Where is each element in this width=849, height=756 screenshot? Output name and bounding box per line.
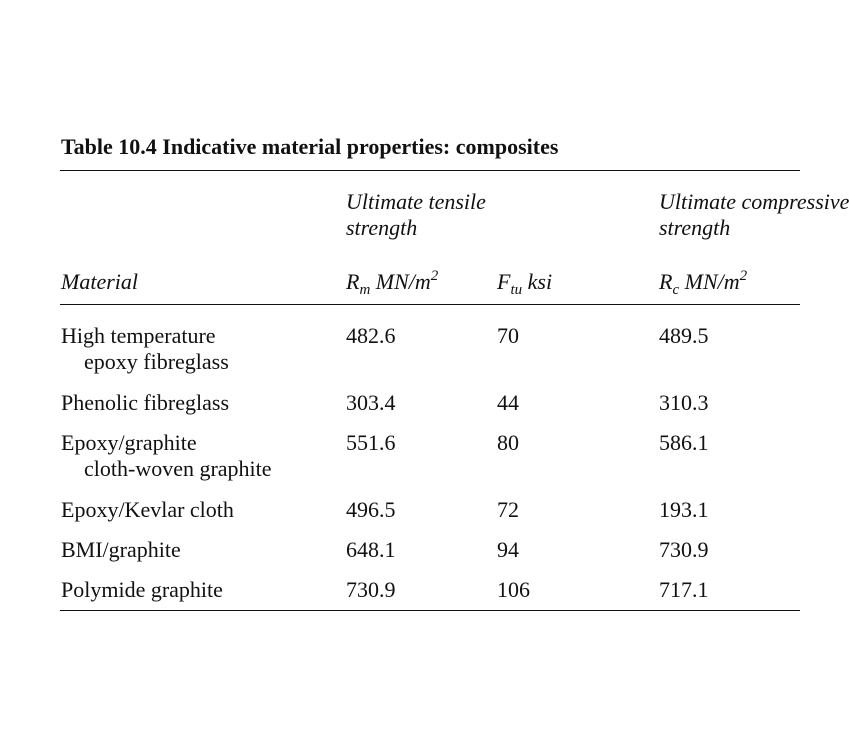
- tensile-group-header: [346, 189, 486, 241]
- compressive-group-header: [659, 189, 849, 241]
- table-cell-ftu: 72: [497, 497, 519, 522]
- table-top-rule: [60, 170, 800, 171]
- ftu-unit: ksi: [522, 269, 553, 294]
- table-cell-ftu: 44: [497, 390, 519, 415]
- table-cell-rc: 730.9: [659, 537, 709, 562]
- ftu-symbol: F: [497, 269, 511, 294]
- table-cell-rm: 648.1: [346, 537, 396, 562]
- compressive-group-header-line-1: Ultimate compressive: [659, 189, 849, 214]
- table-cell-rm: 730.9: [346, 577, 396, 602]
- material-name: Epoxy/Kevlar cloth: [61, 497, 234, 522]
- table-cell-rc: 717.1: [659, 577, 709, 602]
- table-cell-rc: 586.1: [659, 430, 709, 455]
- material-name: High temperature: [61, 323, 216, 348]
- table-row-material: [61, 577, 223, 603]
- rc-column-header: [659, 268, 748, 298]
- tensile-group-header-line-2: strength: [346, 215, 418, 240]
- table-cell-ftu: 106: [497, 577, 530, 602]
- rm-subscript: m: [359, 282, 371, 298]
- material-name: Phenolic fibreglass: [61, 390, 230, 415]
- table-cell-ftu: 80: [497, 430, 519, 455]
- rc-unit: MN/m: [679, 269, 740, 294]
- rm-unit: MN/m: [370, 269, 431, 294]
- table-cell-rc: 193.1: [659, 497, 709, 522]
- rm-column-header: [346, 268, 439, 298]
- ftu-subscript: tu: [510, 282, 523, 298]
- material-name-continued: cloth-woven graphite: [84, 456, 272, 481]
- table-cell-ftu: 94: [497, 537, 519, 562]
- table-cell-rc: 310.3: [659, 390, 709, 415]
- table-header-rule: [60, 304, 800, 305]
- table-cell-ftu: 70: [497, 323, 519, 348]
- table-cell-rm: 303.4: [346, 390, 396, 415]
- table-cell-rc: 489.5: [659, 323, 709, 348]
- rm-superscript: 2: [430, 268, 439, 284]
- material-column-header: Material: [61, 269, 138, 294]
- material-name: Polymide graphite: [61, 577, 223, 602]
- material-name: BMI/graphite: [61, 537, 181, 562]
- table-row-material: [61, 390, 229, 416]
- tensile-group-header-line-1: Ultimate tensile: [346, 189, 486, 214]
- table-bottom-rule: [60, 610, 800, 611]
- table-cell-rm: 482.6: [346, 323, 396, 348]
- table-cell-rm: 551.6: [346, 430, 396, 455]
- compressive-group-header-line-2: strength: [659, 215, 731, 240]
- rc-symbol: R: [659, 269, 673, 294]
- ftu-column-header: [497, 269, 553, 298]
- rc-superscript: 2: [739, 268, 748, 284]
- material-name-continued: epoxy fibreglass: [84, 349, 229, 374]
- rm-symbol: R: [346, 269, 360, 294]
- table-row-material: [61, 537, 181, 563]
- table-caption: Table 10.4 Indicative material properties: composites: [61, 134, 559, 159]
- rc-subscript: c: [672, 282, 680, 298]
- table-row-material: [61, 497, 234, 523]
- table-cell-rm: 496.5: [346, 497, 396, 522]
- material-name: Epoxy/graphite: [61, 430, 197, 455]
- table-row-material: [61, 430, 272, 482]
- table-row-material: [61, 323, 229, 375]
